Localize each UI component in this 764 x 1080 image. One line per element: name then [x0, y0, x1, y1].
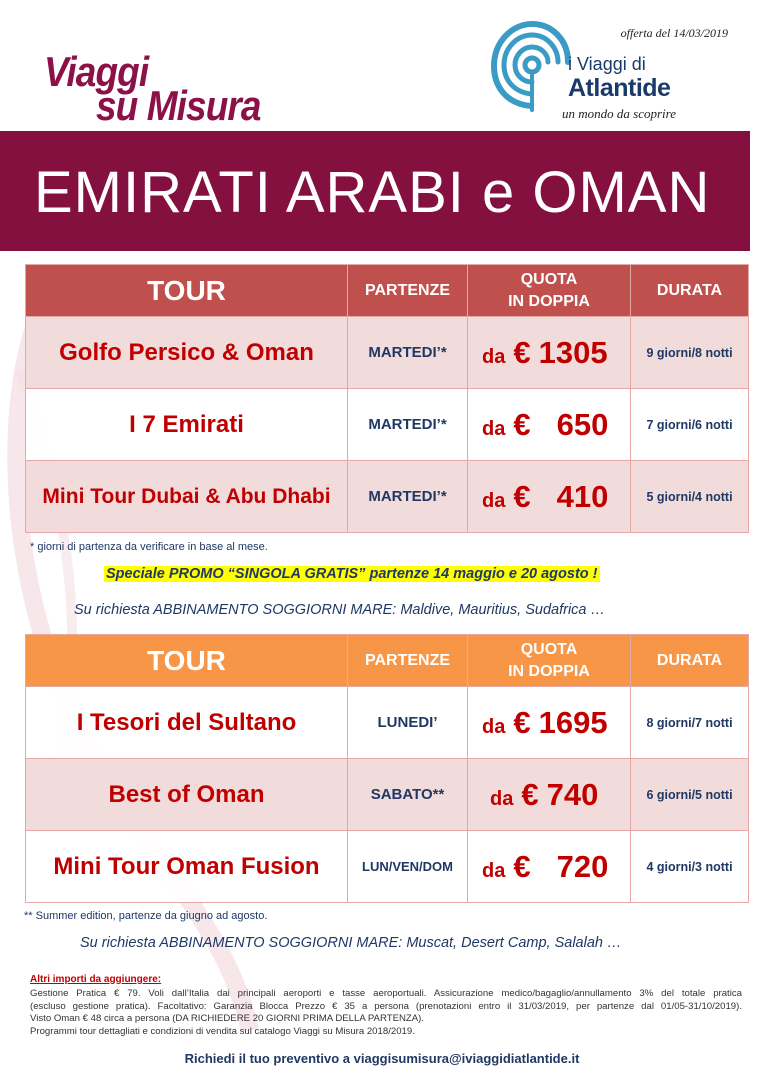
price-currency: €	[513, 704, 531, 740]
price-da: da	[482, 489, 506, 512]
header-quota-line1: QUOTA	[520, 640, 578, 658]
atlantide-spiral-icon	[490, 20, 572, 112]
header-durata: DURATA	[631, 265, 749, 317]
tour-price	[468, 759, 631, 831]
price-value: 650	[556, 406, 609, 442]
extra-costs-line: Gestione Pratica € 79. Voli dall’Italia dai principali aeroporti e tasse aeroportuali. Assicurazione medico/bagaglio/annullamento 3% del totale pratica	[30, 988, 742, 999]
header-tour: TOUR	[26, 265, 348, 317]
price-da: da	[482, 859, 506, 882]
tour-duration: 7 giorni/6 notti	[631, 389, 749, 461]
tour-table-oman	[25, 634, 749, 903]
tour-duration: 9 giorni/8 notti	[631, 317, 749, 389]
tour-price	[468, 389, 631, 461]
offer-date: offerta del 14/03/2019	[620, 26, 728, 40]
extra-costs-title: Altri importi da aggiungere:	[30, 974, 162, 985]
header-partenze: PARTENZE	[348, 635, 468, 687]
extra-costs-line: (escluso gestione pratica). Facoltativo: Garanzia Blocca Prezzo € 35 a persona (prenotazioni entro il 31/03/2019, per partenze dal 01/05-31/10/2019).	[30, 1000, 742, 1012]
table-row	[26, 317, 749, 389]
logo-left-line2: su Misura	[96, 82, 261, 129]
table-row	[26, 831, 749, 903]
logo-right-line1: i Viaggi di	[568, 54, 646, 74]
tour-departure: MARTEDI’*	[348, 317, 468, 389]
tour-duration: 4 giorni/3 notti	[631, 831, 749, 903]
contact-line: Richiedi il tuo preventivo a viaggisumisura@iviaggidiatlantide.it	[184, 1051, 580, 1066]
logo-right-tagline: un mondo da scoprire	[562, 106, 676, 121]
footnote-days: * giorni di partenza da verificare in base al mese.	[30, 541, 268, 553]
tour-name: I 7 Emirati	[26, 389, 348, 461]
header-quota	[468, 635, 631, 687]
tour-price	[468, 831, 631, 903]
viaggi-su-misura-logo	[44, 48, 284, 128]
tour-duration: 8 giorni/7 notti	[631, 687, 749, 759]
footnote-summer: ** Summer edition, partenze da giugno ad agosto.	[24, 910, 268, 922]
tour-departure: SABATO**	[348, 759, 468, 831]
logo-left-line1: Viaggi	[44, 48, 149, 95]
price-da: da	[482, 715, 506, 738]
title-banner	[0, 131, 750, 251]
price-currency: €	[513, 478, 531, 514]
extra-costs-text	[30, 988, 742, 1038]
tour-departure: LUNEDI’	[348, 687, 468, 759]
header-tour: TOUR	[26, 635, 348, 687]
extra-costs-line: Visto Oman € 48 circa a persona (DA RICHIEDERE 20 GIORNI PRIMA DELLA PARTENZA).	[30, 1013, 425, 1024]
tour-departure: MARTEDI’*	[348, 461, 468, 533]
extra-costs-line: Programmi tour dettagliati e condizioni di vendita sul catalogo Viaggi su Misura 2018/2019.	[30, 1025, 415, 1037]
tour-table-emirati	[25, 264, 749, 533]
tour-name: Best of Oman	[26, 759, 348, 831]
tour-duration: 6 giorni/5 notti	[631, 759, 749, 831]
page-title: EMIRATI ARABI e OMAN	[34, 160, 711, 225]
tour-name: I Tesori del Sultano	[26, 687, 348, 759]
tour-name: Golfo Persico & Oman	[26, 317, 348, 389]
tour-price	[468, 461, 631, 533]
extra-stays-2: Su richiesta ABBINAMENTO SOGGIORNI MARE: Muscat, Desert Camp, Salalah …	[80, 935, 622, 951]
table-header-row	[26, 265, 749, 317]
price-currency: €	[513, 406, 531, 442]
tour-name: Mini Tour Dubai & Abu Dhabi	[26, 461, 348, 533]
tour-departure: MARTEDI’*	[348, 389, 468, 461]
table-row	[26, 759, 749, 831]
table-row	[26, 389, 749, 461]
price-value: 410	[556, 478, 609, 514]
price-currency: €	[513, 334, 531, 370]
price-value: 720	[556, 848, 609, 884]
table-header-row	[26, 635, 749, 687]
table-row	[26, 687, 749, 759]
viaggi-di-atlantide-logo	[490, 18, 690, 128]
logo-right-line2: Atlantide	[568, 74, 671, 102]
tour-price	[468, 317, 631, 389]
header-quota	[468, 265, 631, 317]
header-partenze: PARTENZE	[348, 265, 468, 317]
header-quota-line2: IN DOPPIA	[508, 662, 590, 680]
price-currency: €	[521, 776, 539, 812]
extra-stays-1: Su richiesta ABBINAMENTO SOGGIORNI MARE: Maldive, Mauritius, Sudafrica …	[74, 602, 606, 618]
header-quota-line2: IN DOPPIA	[508, 292, 590, 310]
price-currency: €	[513, 848, 531, 884]
header-durata: DURATA	[631, 635, 749, 687]
promo-banner: Speciale PROMO “SINGOLA GRATIS” partenze 14 maggio e 20 agosto !	[106, 566, 598, 582]
header-quota-line1: QUOTA	[520, 270, 578, 288]
price-da: da	[482, 417, 506, 440]
tour-duration: 5 giorni/4 notti	[631, 461, 749, 533]
price-value: 740	[546, 776, 599, 812]
price-value: 1695	[538, 704, 608, 740]
tour-departure: LUN/VEN/DOM	[348, 831, 468, 903]
tour-price	[468, 687, 631, 759]
tour-name: Mini Tour Oman Fusion	[26, 831, 348, 903]
table-row	[26, 461, 749, 533]
price-da: da	[490, 787, 514, 810]
price-value: 1305	[538, 334, 608, 370]
price-da: da	[482, 345, 506, 368]
